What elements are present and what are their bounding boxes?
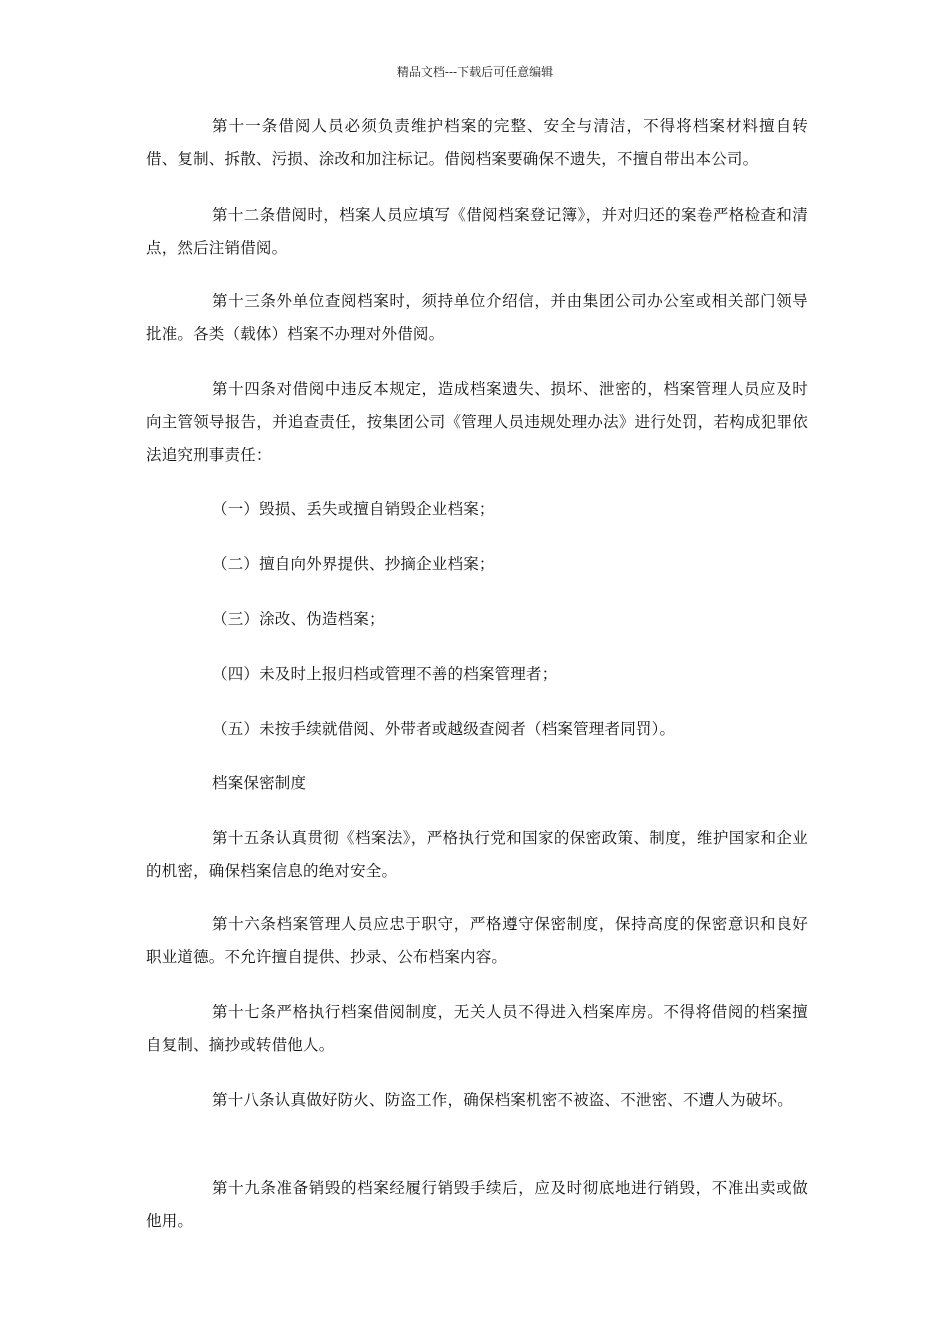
article-16: 第十六条档案管理人员应忠于职守，严格遵守保密制度，保持高度的保密意识和良好职业道德。不允许擅自提供、抄录、公布档案内容。 [146, 915, 808, 966]
article-17: 第十七条严格执行档案借阅制度，无关人员不得进入档案库房。不得将借阅的档案擅自复制、摘抄或转借他人。 [146, 1003, 808, 1054]
page-header: 精品文档---下载后可任意编辑 [396, 65, 554, 79]
article-13: 第十三条外单位查阅档案时，须持单位介绍信，并由集团公司办公室或相关部门领导批准。各类（载体）档案不办理对外借阅。 [146, 292, 808, 343]
article-18: 第十八条认真做好防火、防盗工作，确保档案机密不被盗、不泄密、不遭人为破坏。 [212, 1091, 793, 1109]
list-item-3: （三）涂改、伪造档案； [212, 610, 385, 628]
list-item-4: （四）未及时上报归档或管理不善的档案管理者； [212, 665, 558, 683]
article-19: 第十九条准备销毁的档案经履行销毁手续后，应及时彻底地进行销毁，不准出卖或做他用。 [146, 1179, 808, 1230]
section-title: 档案保密制度 [212, 774, 307, 792]
article-11: 第十一条借阅人员必须负责维护档案的完整、安全与清洁，不得将档案材料擅自转借、复制、拆散、污损、涂改和加注标记。借阅档案要确保不遗失，不擅自带出本公司。 [146, 117, 808, 168]
article-15: 第十五条认真贯彻《档案法》，严格执行党和国家的保密政策、制度，维护国家和企业的机密，确保档案信息的绝对安全。 [146, 829, 808, 880]
list-item-1: （一）毁损、丢失或擅自销毁企业档案； [212, 500, 495, 518]
article-12: 第十二条借阅时，档案人员应填写《借阅档案登记簿》，并对归还的案卷严格检查和清点，然后注销借阅。 [146, 206, 808, 257]
list-item-2: （二）擅自向外界提供、抄摘企业档案； [212, 555, 495, 573]
list-item-5: （五）未按手续就借阅、外带者或越级查阅者（档案管理者同罚）。 [212, 720, 676, 738]
article-14: 第十四条对借阅中违反本规定，造成档案遗失、损坏、泄密的，档案管理人员应及时向主管领导报告，并追查责任，按集团公司《管理人员违规处理办法》进行处罚，若构成犯罪依法追究刑事责任： [146, 380, 808, 464]
